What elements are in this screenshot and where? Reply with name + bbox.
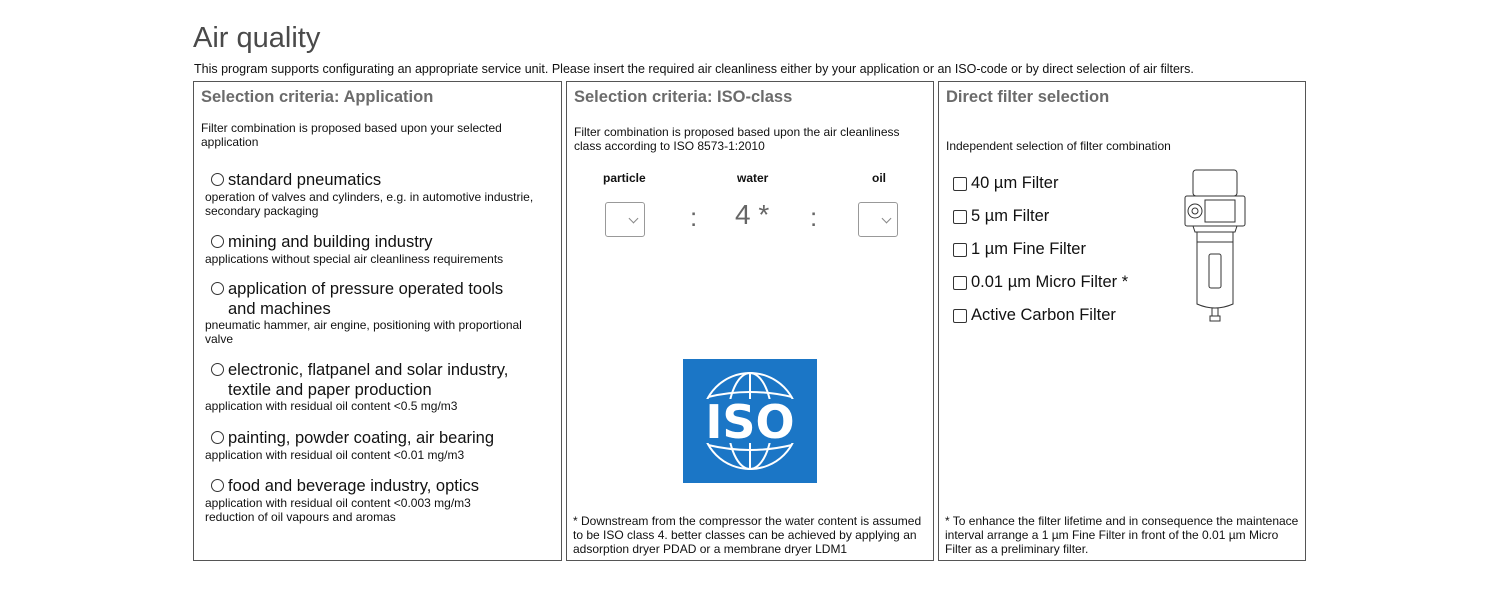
checkbox-active-carbon[interactable]: [953, 309, 967, 323]
particle-select[interactable]: [605, 202, 645, 237]
application-heading: Selection criteria: Application: [201, 88, 434, 106]
iso-logo-text: ISO: [705, 395, 795, 449]
checkbox-40um[interactable]: [953, 177, 967, 191]
iso-heading: Selection criteria: ISO-class: [574, 88, 793, 106]
application-panel: [193, 81, 562, 561]
separator-colon: :: [690, 202, 698, 232]
filter-option-40um[interactable]: [953, 174, 1058, 193]
filter-option-1um-fine[interactable]: [953, 240, 1086, 259]
iso-description: Filter combination is proposed based upon the air cleanliness class according to ISO 8573-1:2010: [574, 125, 900, 153]
option-sub: application with residual oil content <0.003 mg/m3: [205, 496, 471, 510]
iso-panel: [566, 81, 934, 561]
radio-painting-coating[interactable]: [211, 431, 224, 444]
chevron-down-icon: [629, 214, 639, 224]
filter-option-5um[interactable]: [953, 207, 1049, 226]
filter-option-active-carbon[interactable]: [953, 306, 1116, 325]
application-description: Filter combination is proposed based upon your selected application: [201, 121, 502, 149]
filter-label: 0.01 µm Micro Filter *: [971, 273, 1129, 291]
filter-panel: [938, 81, 1306, 561]
filter-label: Active Carbon Filter: [971, 306, 1116, 324]
checkbox-1um-fine[interactable]: [953, 243, 967, 257]
filter-note: * To enhance the filter lifetime and in consequence the maintenace interval arrange a 1 µm Fine Filter in front of the 0.01 µm Micro Filter as a preliminary filter.: [945, 514, 1299, 556]
checkbox-micro[interactable]: [953, 276, 967, 290]
option-sub-2: reduction of oil vapours and aromas: [205, 510, 396, 524]
filter-label: 5 µm Filter: [971, 207, 1050, 225]
water-class-value: 4 *: [735, 199, 770, 230]
option-sub: application with residual oil content <0.01 mg/m3: [205, 448, 465, 462]
option-label: application of pressure operated tools and machines: [228, 280, 504, 318]
option-sub: application with residual oil content <0.5 mg/m3: [205, 399, 458, 413]
option-label: mining and building industry: [228, 233, 433, 251]
option-mining-building[interactable]: [205, 232, 541, 266]
filter-unit-icon: [1183, 166, 1247, 328]
filter-label: 40 µm Filter: [971, 174, 1059, 192]
filter-description: Independent selection of filter combination: [946, 139, 1171, 153]
option-standard-pneumatics[interactable]: [205, 170, 541, 218]
option-sub: applications without special air cleanliness requirements: [205, 252, 504, 266]
option-label: standard pneumatics: [228, 171, 382, 189]
option-label: electronic, flatpanel and solar industry, textile and paper production: [228, 361, 509, 399]
option-pressure-tools[interactable]: [205, 279, 541, 346]
chevron-down-icon: [882, 214, 892, 224]
option-label: painting, powder coating, air bearing: [228, 429, 495, 447]
option-label: food and beverage industry, optics: [228, 477, 480, 495]
option-sub: pneumatic hammer, air engine, positioning with proportional valve: [205, 318, 522, 346]
radio-mining-building[interactable]: [211, 235, 224, 248]
checkbox-5um[interactable]: [953, 210, 967, 224]
radio-standard-pneumatics[interactable]: [211, 173, 224, 186]
particle-label: particle: [603, 171, 646, 185]
option-electronic-flatpanel[interactable]: [205, 360, 541, 413]
radio-food-beverage[interactable]: [211, 479, 224, 492]
filter-heading: Direct filter selection: [946, 88, 1110, 106]
iso-note: * Downstream from the compressor the water content is assumed to be ISO class 4. better classes can be achieved by applying an adsorption dryer PDAD or a membrane dryer LDM1: [573, 514, 922, 556]
radio-electronic-flatpanel[interactable]: [211, 363, 224, 376]
option-painting-coating[interactable]: [205, 428, 541, 462]
option-food-beverage[interactable]: [205, 476, 541, 524]
filter-label: 1 µm Fine Filter: [971, 240, 1086, 258]
page-title: Air quality: [193, 22, 321, 54]
oil-label: oil: [872, 171, 886, 185]
oil-select[interactable]: [858, 202, 898, 237]
filter-option-micro[interactable]: [953, 273, 1128, 292]
iso-globe-icon: [683, 359, 817, 483]
option-sub: operation of valves and cylinders, e.g. in automotive industrie, secondary packaging: [205, 190, 534, 218]
page-intro: This program supports configurating an appropriate service unit. Please insert the required air cleanliness either by your application or an ISO-code or by direct selection of air filters.: [194, 62, 1194, 76]
iso-logo: [683, 359, 817, 483]
separator-colon: :: [810, 202, 818, 232]
water-label: water: [737, 171, 769, 185]
radio-pressure-tools[interactable]: [211, 282, 224, 295]
